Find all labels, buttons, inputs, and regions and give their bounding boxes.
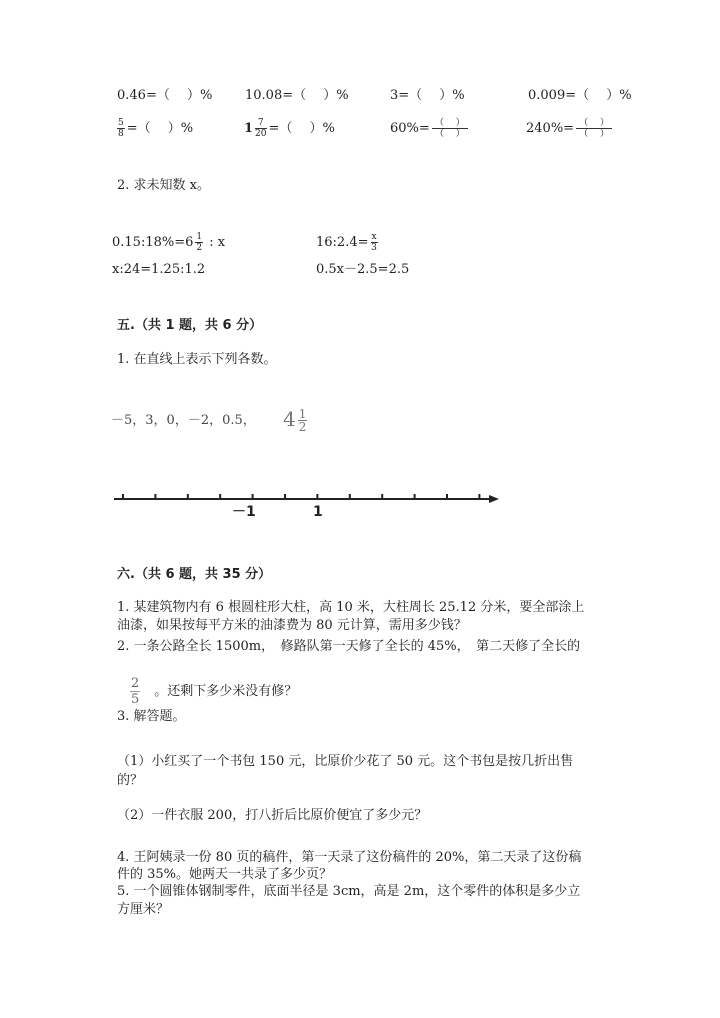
s6-q3: 3. 解答题。 [117, 709, 186, 724]
equation-1: 0.15:18%=6 $\frac{1}{2}$ : x [112, 232, 226, 253]
conv-7: 60%= $\frac{( )}{( )}$ [390, 118, 470, 139]
s6-q5-line2: 方厘米？ [117, 902, 170, 917]
s6-q3b: （2）一件衣服 200，打八折后比原价便宜了多少元？ [117, 808, 428, 823]
axis-label-minus-1: －1 [232, 504, 256, 520]
s6-q2: 2. 一条公路全长 1500m， 修路队第一天修了全长的 45%， 第二天修了全长的 [117, 639, 581, 654]
conv-5: $\frac{5}{8}$ =（ ）% [118, 118, 194, 139]
question-2-title: 2. 求未知数 x。 [117, 178, 210, 193]
section-5-heading: 五.（共 1 题，共 6 分） [117, 318, 263, 333]
mixed-number: 4 $\frac{1}{2}$ [283, 407, 307, 434]
s6-q1-line1: 1. 某建筑物内有 6 根圆柱形大柱，高 10 米，大柱周长 25.12 分米，要全部涂上 [117, 600, 585, 615]
conv-2: 10.08=（ ）% [245, 88, 349, 103]
conv-8: 240%= $\frac{( )}{( )}$ [526, 118, 614, 139]
conv-4: 0.009=（ ）% [528, 88, 632, 103]
conv-1: 0.46=（ ）% [117, 88, 213, 103]
s6-q1-line2: 油漆，如果按每平方米的油漆费为 80 元计算，需用多少钱？ [117, 618, 467, 633]
section-5-q1: 1. 在直线上表示下列各数。 [117, 352, 277, 367]
section-6-heading: 六.（共 6 题，共 35 分） [117, 567, 272, 582]
numbers-list: －5，3，0，－2，0.5， [111, 413, 256, 428]
conv-3: 3=（ ）% [390, 88, 465, 103]
equation-2: 16:2.4= $\frac{x}{3}$ [316, 232, 377, 253]
s6-q5-line1: 5. 一个圆锥体钢制零件，底面半径是 3cm，高是 2m，这个零件的体积是多少立 [117, 884, 581, 899]
s6-q4-line2: 件的 35%。她两天一共录了多少页？ [117, 867, 333, 882]
conv-6: 1 $\frac{7}{20}$ =（ ）% [244, 118, 335, 139]
s6-q4-line1: 4. 王阿姨录一份 80 页的稿件，第一天录了这份稿件的 20%，第二天录了这份稿 [117, 850, 582, 865]
axis-label-1: 1 [313, 504, 323, 520]
s6-q2-cont: $\frac{2}{5}$ 。还剩下多少米没有修？ [131, 676, 298, 707]
s6-q3a-line2: 的？ [117, 773, 144, 788]
equation-4: 0.5x－2.5=2.5 [316, 262, 410, 277]
s6-q3a-line1: （1）小红买了一个书包 150 元，比原价少花了 50 元。这个书包是按几折出售 [117, 754, 574, 769]
equation-3: x:24=1.25:1.2 [112, 262, 206, 277]
